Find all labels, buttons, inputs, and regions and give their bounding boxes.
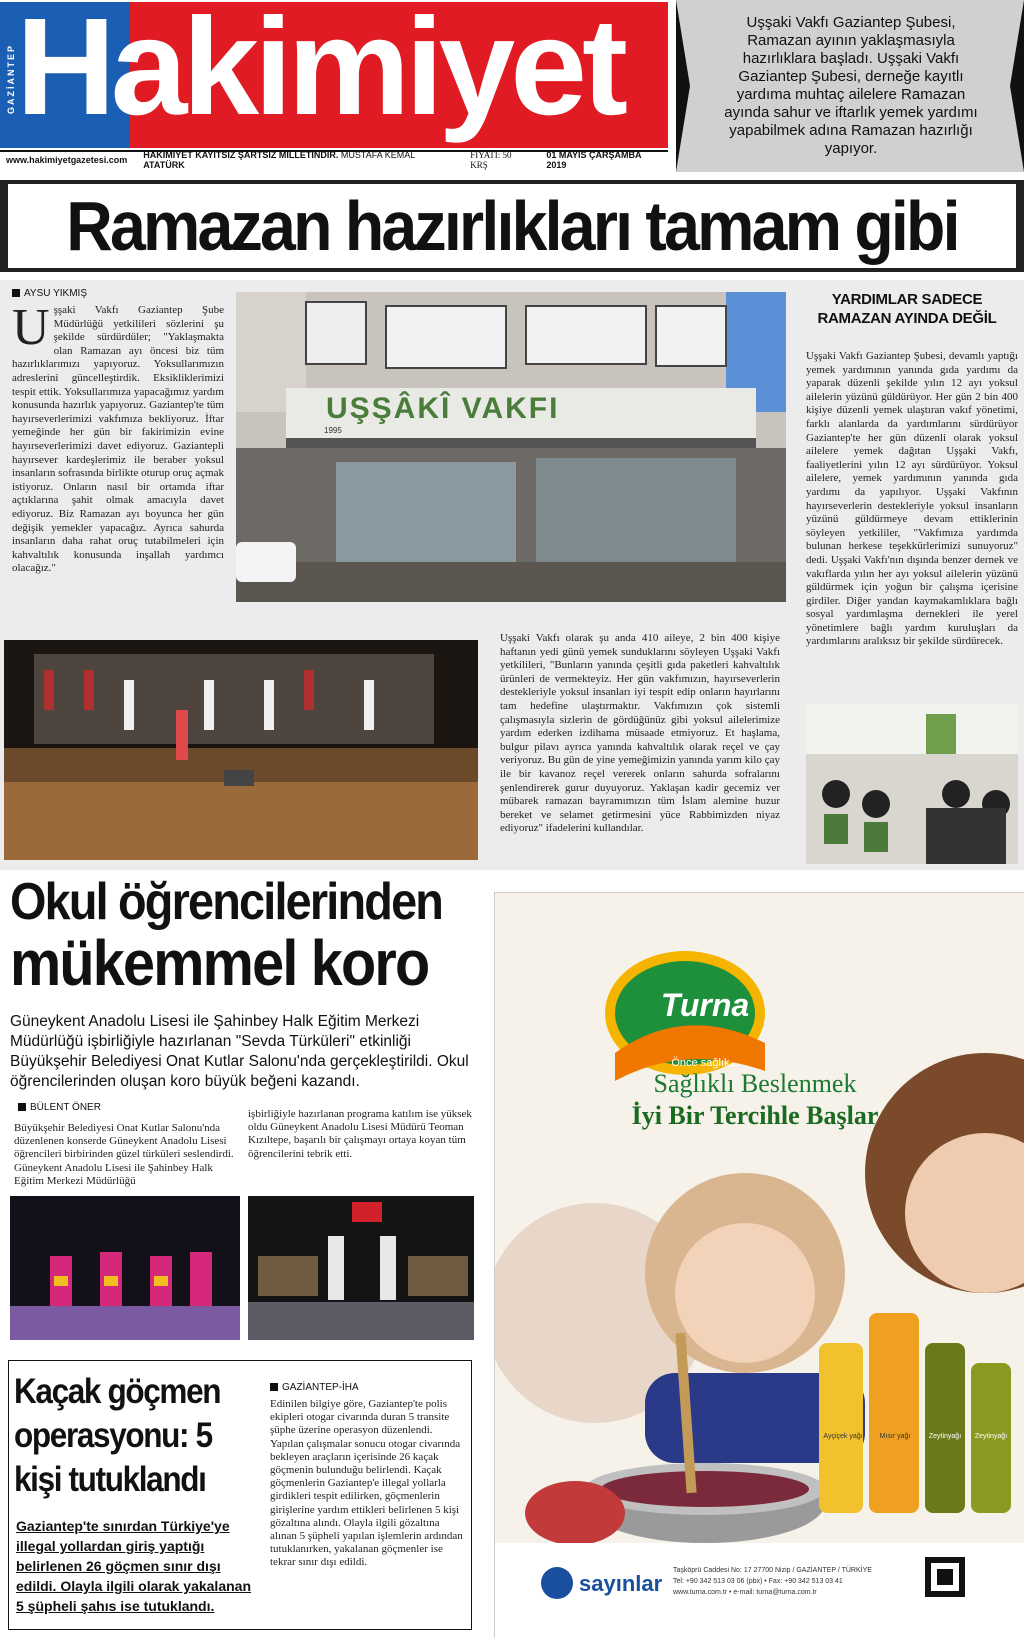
koro-headline-line1[interactable]: Okul öğrencilerinden (10, 873, 443, 931)
price: FİYATI: 50 KRŞ (470, 150, 512, 170)
stage-illustration (4, 640, 478, 860)
masthead-motto: HAKİMİYET KAYITSIZ ŞARTSIZ MİLLETİNDİR. MUSTAFA KEMAL ATATÜRK (143, 150, 416, 170)
building-illustration (236, 292, 786, 602)
sidebar-heading: YARDIMLAR SADECE RAMAZAN AYINDA DEĞİL (817, 291, 997, 327)
kacak-lead: Gaziantep'te sınırdan Türkiye'ye illegal yollardan giriş yaptığı belirlenen 26 göçmen sınır dışı edildi. Olayla ilgili olarak yakalanan 5 şüpheli şahıs ise tutuklandı. (16, 1518, 251, 1614)
ad-slogan-line2: İyi Bir Tercihle Başlar (631, 1101, 879, 1130)
site-url[interactable]: www.hakimiyetgazetesi.com (6, 155, 128, 165)
bottle-label-2: Mısır yağı (879, 1433, 911, 1440)
vakif-sign: UŞŞÂKÎ VAKFI (326, 392, 560, 425)
masthead-info-line (0, 150, 668, 168)
folk-dance-illustration (248, 1196, 474, 1340)
ad-company-logo: sayınlar (579, 1571, 663, 1596)
koro-lead: Güneykent Anadolu Lisesi ile Şahinbey Halk Eğitim Merkezi Müdürlüğü işbirliğiyle hazırlanan "Sevda Türküleri" etkinliği Büyükşehir Belediyesi Onat Kutlar Salonu'nda gerçekleştirildi. Okul öğrencilerinden oluşan koro büyük beğeni kazandı. (10, 1013, 469, 1090)
koro-headline-line2[interactable]: mükemmel koro (10, 927, 429, 999)
koro-stage-photo (4, 640, 478, 860)
newspaper-logo: Hakimiyet (16, 0, 623, 144)
article-body-middle: Uşşaki Vakfı olarak şu anda 410 aileye, 2 bin 400 kişiye haftanın yedi günü yemek sunduklarını söyleyen Uşşaki Vakfı yetkilileri, "Bunların yanında çeşitli gıda paketleri kahvaltılık ürünleri de vermekteyiz. Her gün vakfımızın, hayırseverlerin destekleriyle yoksul insanları iyi tespit edip onların hayırlarını tam hedefine ulaştırmaktır. Vakfımızın çok sistemli çalışmasıyla sizlerin de gördüğünüz gibi yoksul ailelerimize yardım ederken izdihama müsaade etmiyoruz. Et haşlama, bulgur pilavı ayrıca yanında kahvaltılık olarak reçel ve çay veriyoruz. Bu gün de yine yemeğimizin yanında yarım kilo çay ile bir kavanoz reçel vererek onların sahurda sofralarını şenlendirerek gurur duyuyoruz. Yaklaşan kadir gecemiz ver mübarek ramazan bayramımızın tüm İslam alemine huzur bereket ve selamet getirmesini yüce Rabbimizden niyaz ediyoruz" ifadelerini kullandılar. (500, 632, 780, 835)
bottle-label-1: Ayçiçek yağı (823, 1433, 863, 1440)
masthead-side-label: GAZİANTEP (6, 10, 24, 148)
issue-date: 01 MAYIS ÇARŞAMBA 2019 (546, 150, 642, 170)
food-distribution-photo (806, 704, 1018, 864)
ad-slogan-line1: Sağlıklı Beslenmek (653, 1069, 857, 1098)
ad-brand-tagline: Önce sağlık... (671, 1057, 739, 1069)
koro-column2: işbirliğiyle hazırlanan programa katılım ise yüksek oldu Güneykent Anadolu Lisesi Müdürü Teoman Kızıltepe, başarılı bir çalışmayı ortaya koyan tüm öğrencilerini tebrik etti. (248, 1108, 472, 1160)
koro-byline: BÜLENT ÖNER (18, 1102, 101, 1113)
sidebar-body: Uşşaki Vakfı Gaziantep Şubesi, devamlı yaptığı yemek yardımının yanında gıda yardımı da yaparak düzenli şekilde yılın 12 ayı yoksul ailelerin yüzünü güldürüyor. Her gün 2 bin 400 kişiye düzenli yemek ulaştıran vakıf yönetimi, farklı alanlarda da yardımlarını sürdürüyor Gaziantep'te her gün düzenli olarak yoksul ailelere yemek dağıtan Uşşaki Vakfı, faaliyetlerini yılın 12 ayı sürdürüyor. Yoksul ailelere, yemek yardımının yanında gıda yardımı da yapılıyor. Uşşaki Vakfının hayırseverlerin destekleriyle yoksul insanların yüzünü güldürmeye devam ettiklerinin söyleyen yetkililer, "Vakfımıza yardımda bulunan herkese teşekkürlerimizi sunuyoruz" dedi. Uşşaki Vakfı'nın dışında benzer dernek ve vakıflarda yılın her ayı yoksul ailelerin yüzünü güldürmek için yoğun bir çalışma içerisine girdiler. Diğer yandan kaymakamlıklara bağlı sosyal yardımlaşma dernekleri ile yerel yönetimlere bağlı yardım kuruluşları da yardımlarını aralıksız bir şekilde sürdürecek. (806, 350, 1018, 648)
top-summary-text: Uşşaki Vakfı Gaziantep Şubesi, Ramazan ayının yaklaşmasıyla hazırlıklara başladı. Uşşaki Vakfı Gaziantep Şubesi, derneğe kayıtlı yardıma muhtaç ailelere Ramazan ayında sahur ve iftarlık yemek yardımı yapabilmek adına Ramazan hazırlığı yapıyor. (724, 14, 978, 157)
dancers-illustration (10, 1196, 240, 1340)
turna-advertisement[interactable] (494, 892, 1024, 1638)
main-headline[interactable]: Ramazan hazırlıkları tamam gibi (66, 187, 958, 265)
people-illustration (806, 704, 1018, 864)
folk-dance-photo (248, 1196, 474, 1340)
drop-cap: U (12, 304, 50, 356)
dancers-photo (10, 1196, 240, 1340)
koro-column1: Büyükşehir Belediyesi Onat Kutlar Salonu'nda düzenlenen konserde Güneykent Anadolu Lisesi öğrencileri birbirinden güzel türküleri seslendirdi. Güneykent Anadolu Lisesi ile Şahinbey Halk Eğitim Merkezi Müdürlüğü (14, 1122, 234, 1187)
vakif-building-photo (236, 292, 786, 602)
article-byline: AYSU YIKMIŞ (12, 288, 232, 299)
ad-brand-logo: Turna (660, 987, 750, 1023)
vakif-sign-year: 1995 (324, 426, 342, 435)
bottle-label-3: Zeytinyağı (928, 1433, 962, 1440)
kacak-body: Edinilen bilgiye göre, Gaziantep'te polis ekipleri otogar civarında duran 5 transite şüphe üzerine operasyon düzenlendi. Yapılan çalışmalar sonucu otogar civarında bekleyen araçların içerisinde 26 kaçak göçmenin bulunduğu belirlendi. Kaçak göçmenlerin Gaziantep'e illegal yollarla girdikleri tespit edilirken, göçmenlerin girişlerine yardım ettikleri belirlenen 5 kişi gözaltına alındı. Olayla ilgili gözaltına alınan 5 şüpheli yapılan işlemlerin ardından tutuklanırken, yakalanan göçmenler ise tekrar sınır dışı edildi. (270, 1398, 463, 1569)
bottle-label-4: Zeytinyağı (974, 1433, 1008, 1440)
kacak-byline: GAZİANTEP-İHA (270, 1382, 359, 1393)
article-body-left: Uşşaki Vakfı Gaziantep Şube Müdürlüğü yetkilileri sözlerini şu şekilde sürdürdüler; "Yaklaşmakta olan Ramazan ayı öncesi biz tüm hazırlıklarımızı yapıyoruz. Yoksullarımızın adreslerini güncelleştirdik. Eksikliklerimizi tespit ettik. Yoksullarımıza yapacağımız yardım konusunda hazırlık yapıyoruz. Gaziantep'te tüm hayırseverlerimizi vakfımıza bekliyoruz. İftar yemeğinde her gün bir fakirimizin evine hayırseverlerimizi davet ediyoruz. Gaziantepli hayırsever kardeşlerimiz ile beraber yoksul insanların sofrasında birlikte oturup oruç açmak istiyoruz. Onların nasıl bir ortamda iftar açtıklarına şahit olmak amacıyla davet ediyoruz. Biz Ramazan ayı boyunca her gün değişik yemekler yapacağız. Ayrıca sahurda insanların daha rahat oruç tutabilmeleri için kahvaltılık konusunda inşallah yardımcı olacağız." (12, 304, 224, 575)
kacak-headline[interactable]: Kaçak göçmen operasyonu: 5 kişi tutuklandı (14, 1372, 221, 1499)
ad-contact-info: Taşköprü Caddesi No: 17 27700 Nizip / GAZİANTEP / TÜRKİYE Tel: +90 342 513 03 06 (pbx) • Fax: +90 342 513 03 41 www.turna.com.tr • e-mail: turna@turna.com.tr (673, 1567, 872, 1596)
